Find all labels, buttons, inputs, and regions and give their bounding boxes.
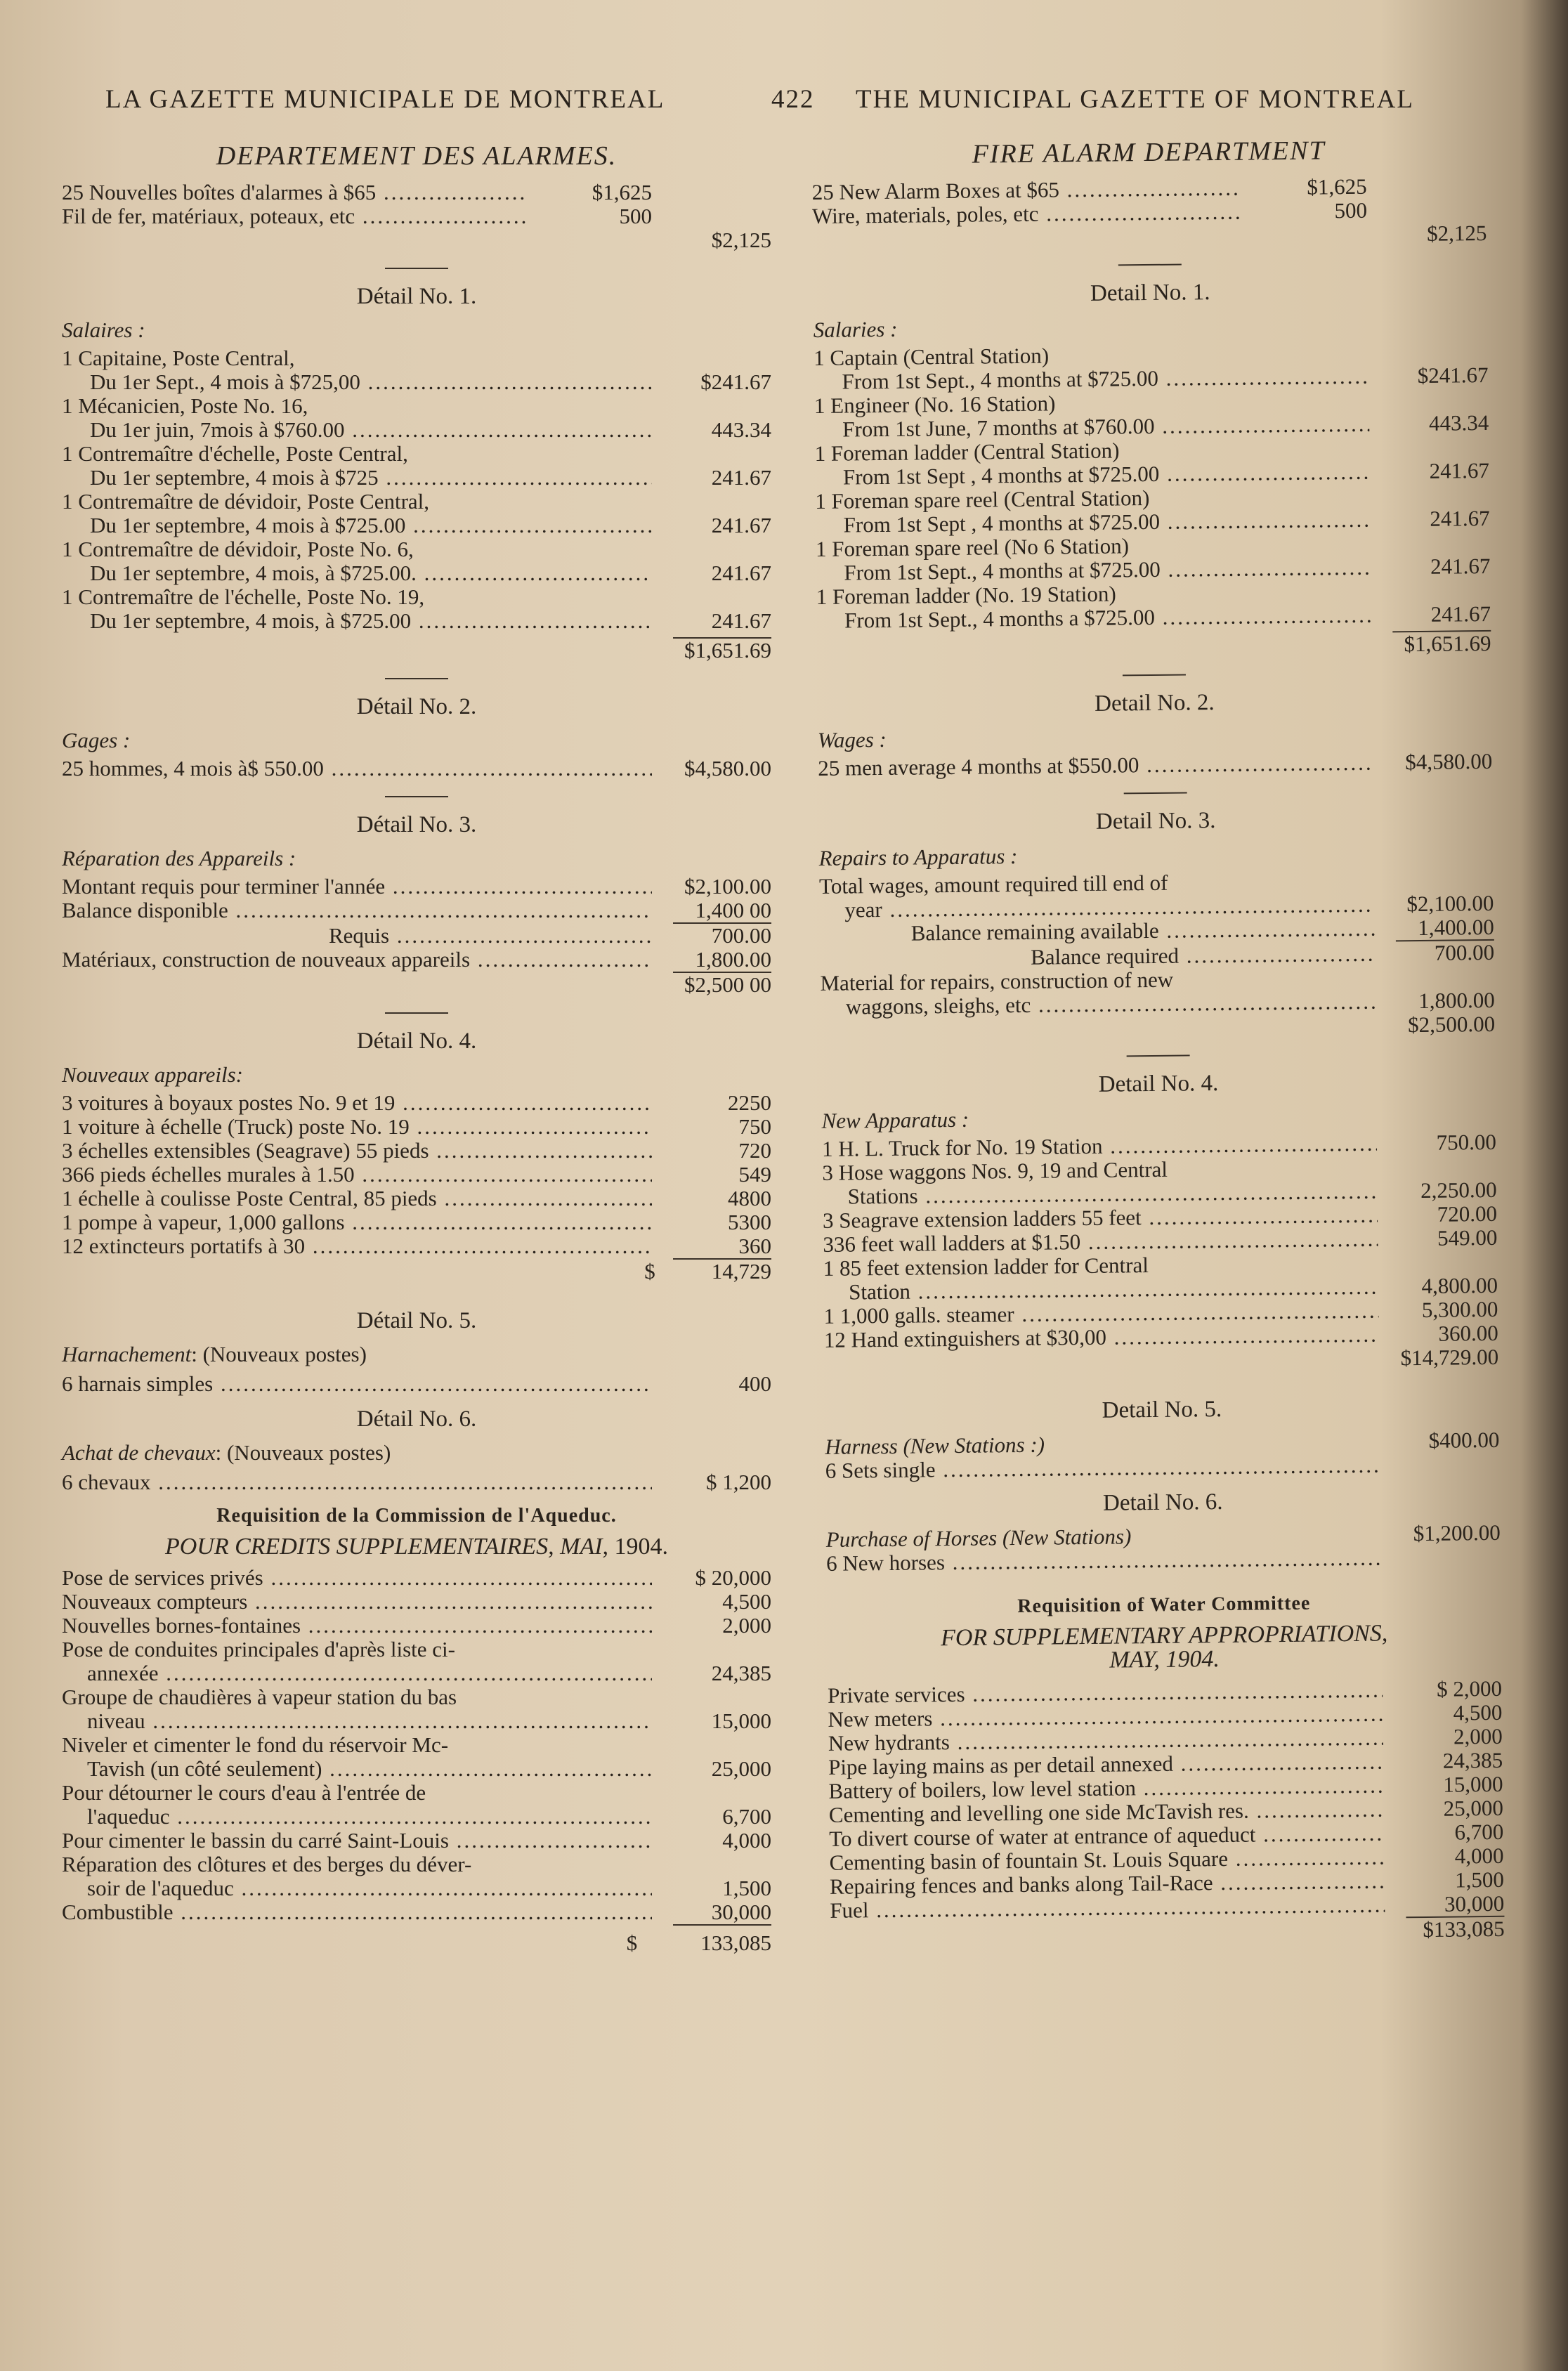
- dept-title-fr: DEPARTEMENT DES ALARMES.: [216, 141, 618, 171]
- detail-title: Detail No. 6.: [1102, 1489, 1223, 1516]
- line-item: waggons, sleighs, etc ..... 1,800.00: [821, 988, 1495, 1019]
- detail-subtitle: Purchase of Horses (New Stations) $1,200.00: [825, 1520, 1501, 1552]
- line-item: 12 Hand extinguishers at $30,00 ..... 360.00: [824, 1321, 1498, 1352]
- detail-title: Détail No. 1.: [356, 284, 477, 309]
- line-item: Battery of boilers, low level station ..... 15,000: [828, 1772, 1503, 1803]
- line-item: 3 Hose waggons Nos. 9, 19 and Central: [822, 1156, 1168, 1185]
- detail-title: Détail No. 3.: [356, 812, 477, 837]
- total-line: $2,125: [711, 228, 771, 252]
- detail-title: Detail No. 3.: [1095, 808, 1216, 835]
- french-column: [62, 141, 771, 1955]
- line-item: 6 harnais simples ..... 400: [62, 1372, 771, 1396]
- line-item: 1 Contremaître de dévidoir, Poste Central,: [62, 489, 430, 514]
- detail-title: Detail No. 5.: [1102, 1396, 1222, 1423]
- line-item: 12 extincteurs portatifs à 30 ..... 360: [62, 1234, 771, 1258]
- line-item: Tavish (un côté seulement) ..... 25,000: [62, 1757, 771, 1781]
- line-item: soir de l'aqueduc ..... 1,500: [62, 1876, 771, 1900]
- line-item: 6 Sets single .....: [825, 1452, 1500, 1483]
- line-item: 1 Foreman ladder (Central Station): [814, 438, 1120, 466]
- detail-subtitle: Achat de chevaux: (Nouveaux postes): [62, 1440, 391, 1465]
- line-item: 25 men average 4 months at $550.00 ..... $4,580.00: [818, 750, 1492, 780]
- line-item: Pose de conduites principales d'après liste ci-: [62, 1637, 455, 1661]
- line-item: Material for repairs, construction of new: [820, 967, 1174, 995]
- line-item: Total wages, amount required till end of: [818, 870, 1168, 899]
- header-right: THE MUNICIPAL GAZETTE OF MONTREAL: [856, 85, 1414, 114]
- total-rule: [673, 1924, 771, 1926]
- line-item: 1 Contremaître de dévidoir, Poste No. 6,: [62, 537, 414, 561]
- detail-subtitle: Harness (New Stations :) $400.00: [825, 1427, 1500, 1459]
- line-item: 1 1,000 galls. steamer ..... 5,300.00: [823, 1298, 1498, 1328]
- detail-subtitle: Nouveaux appareils:: [62, 1062, 243, 1087]
- header-left: LA GAZETTE MUNICIPALE DE MONTREAL: [105, 85, 665, 114]
- line-item: 1 Foreman spare reel (No 6 Station): [815, 533, 1130, 561]
- line-item: Station ..... 4,800.00: [823, 1274, 1498, 1305]
- line-item: Pour cimenter le bassin du carré Saint-Louis ..... 4,000: [62, 1829, 771, 1853]
- line-item: New hydrants ..... 2,000: [828, 1725, 1503, 1756]
- line-item: Du 1er septembre, 4 mois, à $725.00 ..... 241.67: [62, 609, 771, 633]
- line-item: Stations ..... 2,250.00: [823, 1178, 1497, 1209]
- detail-total: $1,651.69: [1404, 630, 1491, 657]
- line-item: Balance disponible ..... 1,400 00: [62, 899, 771, 922]
- detail-title: Detail No. 1.: [1090, 280, 1210, 306]
- line-item: Du 1er juin, 7mois à $760.00 ..... 443.34: [62, 418, 771, 442]
- line-item: Pose de services privés ..... $ 20,000: [62, 1566, 771, 1590]
- line-item: 1 Foreman spare reel (Central Station): [815, 485, 1150, 514]
- line-item: Repairing fences and banks along Tail-Race ..... 1,500: [830, 1868, 1504, 1899]
- detail-subtitle: Salaires :: [62, 318, 145, 342]
- detail-title: Détail No. 6.: [356, 1406, 477, 1432]
- line-item: 25 hommes, 4 mois à$ 550.00 ..... $4,580.00: [62, 757, 771, 780]
- line-item: Balance remaining available ..... 1,400.00: [820, 915, 1494, 946]
- line-item: 1 H. L. Truck for No. 19 Station ..... 750.00: [822, 1130, 1496, 1161]
- line-item: 1 85 feet extension ladder for Central: [823, 1253, 1149, 1281]
- line-item: Nouvelles bornes-fontaines ..... 2,000: [62, 1614, 771, 1638]
- line-item: 1 Capitaine, Poste Central,: [62, 346, 295, 370]
- detail-subtitle: Salaries :: [813, 316, 898, 342]
- line-item: Wire, materials, poles, etc ..... 500: [812, 197, 1487, 228]
- line-item: Fuel ..... 30,000: [830, 1892, 1504, 1923]
- line-item: Du 1er Sept., 4 mois à $725,00 ..... $241.67: [62, 370, 771, 394]
- line-item: From 1st Sept , 4 months at $725.00 ..... 241.67: [816, 507, 1490, 537]
- detail-title: Détail No. 2.: [356, 694, 477, 719]
- detail-total: $14,729.00: [1400, 1344, 1499, 1371]
- separator: [385, 796, 448, 797]
- line-item: From 1st Sept., 4 months at $725.00 ..... 241.67: [816, 554, 1490, 585]
- detail-subtitle: Repairs to Apparatus :: [818, 843, 1018, 870]
- detail-subtitle: Harnachement: (Nouveaux postes): [62, 1342, 367, 1366]
- line-item: From 1st Sept., 4 months at $725.00 ..... $241.67: [814, 363, 1488, 394]
- line-item: 1 Contremaître de l'échelle, Poste No. 19,: [62, 584, 425, 609]
- separator: [1124, 792, 1187, 794]
- line-item: Du 1er septembre, 4 mois, à $725.00. ..... 241.67: [62, 561, 771, 585]
- line-item: 366 pieds échelles murales à 1.50 ..... 549: [62, 1163, 771, 1187]
- separator: [1123, 674, 1186, 676]
- detail-total: $ 14,729: [644, 1259, 771, 1284]
- line-item: To divert course of water at entrance of aqueduct ..... 6,700: [829, 1820, 1503, 1851]
- line-item: Niveler et cimenter le fond du réservoir Mc-: [62, 1732, 449, 1757]
- line-item: Fil de fer, matériaux, poteaux, etc ..... 500: [62, 204, 771, 228]
- line-item: Du 1er septembre, 4 mois à $725 ..... 241.67: [62, 466, 771, 490]
- line-item: annexée ..... 24,385: [62, 1661, 771, 1685]
- line-item: 1 Captain (Central Station): [814, 343, 1050, 370]
- requisition-date: MAY, 1904.: [1109, 1646, 1220, 1673]
- detail-title: Détail No. 4.: [356, 1028, 477, 1054]
- requisition-subtitle: FOR SUPPLEMENTARY APPROPRIATIONS,: [940, 1620, 1388, 1652]
- english-column: [811, 137, 1505, 1948]
- line-item: 25 Nouvelles boîtes d'alarmes à $65 ..... $1,625: [62, 181, 771, 204]
- line-item: 25 New Alarm Boxes at $65 ..... $1,625: [812, 174, 1487, 204]
- detail-title: Détail No. 5.: [356, 1308, 477, 1333]
- requisition-subtitle: POUR CREDITS SUPPLEMENTAIRES, MAI, 1904.: [164, 1534, 669, 1560]
- line-item: Matériaux, construction de nouveaux appareils ..... 1,800.00: [62, 948, 771, 972]
- detail-subtitle: Gages :: [62, 728, 131, 752]
- line-item: 3 Seagrave extension ladders 55 feet ..... 720.00: [823, 1202, 1497, 1233]
- requisition-title: Requisition de la Commission de l'Aqueduc.: [216, 1505, 617, 1527]
- detail-title: Detail No. 2.: [1094, 690, 1215, 717]
- detail-subtitle: Wages :: [817, 726, 887, 752]
- line-item: Private services ..... $ 2,000: [828, 1677, 1502, 1708]
- line-item: 3 échelles extensibles (Seagrave) 55 pieds ..... 720: [62, 1139, 771, 1163]
- line-item: Pour détourner le cours d'eau à l'entrée de: [62, 1780, 426, 1805]
- line-item: Nouveaux compteurs ..... 4,500: [62, 1590, 771, 1614]
- line-item: Cementing and levelling one side McTavish res. ..... 25,000: [829, 1796, 1503, 1827]
- total-line: $2,125: [1426, 220, 1487, 246]
- line-item: Pipe laying mains as per detail annexed ..... 24,385: [828, 1749, 1503, 1779]
- line-item: Du 1er septembre, 4 mois à $725.00 ..... 241.67: [62, 514, 771, 537]
- separator: [1127, 1054, 1190, 1057]
- line-item: Combustible ..... 30,000: [62, 1900, 771, 1924]
- requisition-total: $133,085: [1423, 1916, 1505, 1942]
- detail-total: $1,651.69: [684, 638, 771, 662]
- line-item: 6 New horses .....: [826, 1545, 1501, 1576]
- line-item: 3 voitures à boyaux postes No. 9 et 19 ..... 2250: [62, 1091, 771, 1115]
- separator: [385, 678, 448, 679]
- line-item: Cementing basin of fountain St. Louis Square ..... 4,000: [829, 1844, 1503, 1875]
- separator: [385, 1012, 448, 1014]
- line-item: 1 Engineer (No. 16 Station): [814, 391, 1056, 418]
- line-item: 1 Mécanicien, Poste No. 16,: [62, 393, 308, 418]
- detail-total: $2,500.00: [1407, 1011, 1496, 1038]
- line-item: 1 Foreman ladder (No. 19 Station): [816, 581, 1116, 609]
- separator: [1118, 263, 1182, 266]
- line-item: 336 feet wall ladders at $1.50 ..... 549.00: [823, 1226, 1497, 1257]
- line-item: From 1st Sept., 4 months a $725.00 ..... 241.67: [816, 602, 1491, 633]
- separator: [385, 268, 448, 269]
- line-item: l'aqueduc ..... 6,700: [62, 1805, 771, 1829]
- requisition-total: $ 133,085: [626, 1931, 771, 1955]
- requisition-title: Requisition of Water Committee: [1017, 1592, 1311, 1618]
- detail-title: Detail No. 4.: [1098, 1071, 1219, 1097]
- line-item: Groupe de chaudières à vapeur station du bas: [62, 1685, 457, 1709]
- detail-subtitle: New Apparatus :: [821, 1106, 969, 1133]
- line-item: Requis ..... 700.00: [62, 924, 771, 948]
- line-item: Montant requis pour terminer l'année ..... $2,100.00: [62, 875, 771, 899]
- line-item: Balance required ..... 700.00: [820, 941, 1494, 972]
- detail-total: $2,500 00: [684, 972, 771, 997]
- dept-title-en: FIRE ALARM DEPARTMENT: [972, 136, 1326, 169]
- line-item: 1 pompe à vapeur, 1,000 gallons ..... 5300: [62, 1210, 771, 1234]
- line-item: From 1st June, 7 months at $760.00 ..... 443.34: [814, 411, 1489, 442]
- line-item: 1 voiture à échelle (Truck) poste No. 19 ..... 750: [62, 1115, 771, 1139]
- line-item: New meters ..... 4,500: [828, 1701, 1502, 1732]
- line-item: 6 chevaux ..... $ 1,200: [62, 1470, 771, 1494]
- line-item: niveau ..... 15,000: [62, 1709, 771, 1733]
- line-item: 1 échelle à coulisse Poste Central, 85 pieds ..... 4800: [62, 1187, 771, 1210]
- page-number: 422: [771, 85, 815, 114]
- line-item: year ..... $2,100.00: [819, 891, 1494, 922]
- line-item: From 1st Sept , 4 months at $725.00 ..... 241.67: [815, 459, 1489, 490]
- detail-subtitle: Réparation des Appareils :: [62, 846, 296, 870]
- line-item: 1 Contremaître d'échelle, Poste Central,: [62, 441, 408, 466]
- line-item: Réparation des clôtures et des berges du déver-: [62, 1852, 472, 1876]
